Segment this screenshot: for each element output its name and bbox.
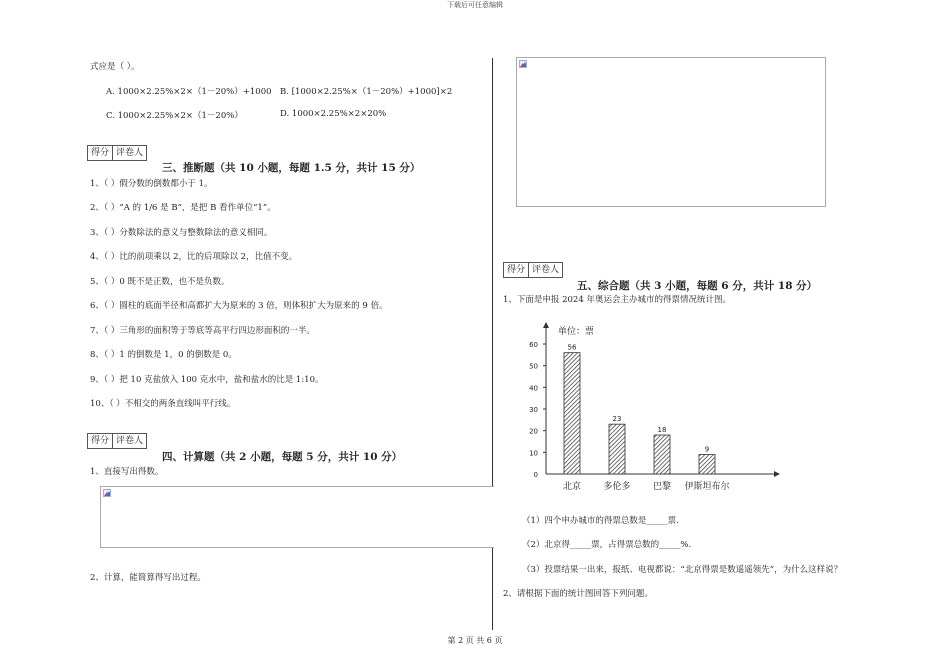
section3-title: 三、推断题（共 10 小题，每题 1.5 分，共计 15 分） (162, 162, 421, 174)
section4-title: 四、计算题（共 2 小题，每题 5 分，共计 10 分） (162, 451, 403, 463)
bar (564, 353, 580, 474)
image-placeholder (100, 486, 494, 548)
section5-q1: 1、下面是申报 2024 年奥运会主办城市的得票情况统计图。 (503, 295, 731, 305)
section5-sub3: （3）投票结果一出来，报纸、电视都说：“北京得票是数遥遥领先”，为什么这样说？ (522, 565, 843, 575)
y-tick-label: 40 (529, 384, 538, 393)
bar-value-label: 9 (704, 445, 710, 454)
bar (699, 455, 715, 475)
score-label: 得分 (91, 148, 110, 158)
option-b: B. [1000×2.25%×（1－20%）+1000]×2 (280, 87, 453, 97)
option-a: A. 1000×2.25%×2×（1－20%）+1000 (106, 87, 272, 97)
score-label: 得分 (91, 436, 110, 446)
section3-item: 2、（ ）“A 的 1/6 是 B”，是把 B 看作单位“1”。 (90, 203, 276, 213)
y-tick-label: 20 (529, 427, 538, 436)
reviewer-label: 评卷人 (112, 146, 146, 160)
chart-title: 单位：票 (558, 327, 595, 337)
y-tick-label: 0 (533, 471, 538, 479)
broken-image-icon (103, 489, 111, 497)
section3-item: 6、（ ）圆柱的底面半径和高都扩大为原来的 3 倍，则体积扩大为原来的 9 倍。 (90, 301, 388, 311)
option-c: C. 1000×2.25%×2×（1－20%） (106, 111, 243, 121)
page-footer: 第 2 页 共 6 页 (447, 636, 503, 645)
section5-sub2: （2）北京得_____票，占得票总数的_____%. (522, 540, 692, 550)
image-placeholder (516, 57, 826, 207)
question-intro: 式应是（ ）。 (90, 62, 140, 72)
score-box-section5 (503, 262, 563, 278)
section4-q1: 1、直接写出得数。 (90, 467, 164, 477)
section5-sub1: （1）四个申办城市的得票总数是_____票. (522, 516, 679, 526)
reviewer-label: 评卷人 (528, 263, 562, 277)
bar (609, 424, 625, 474)
bar-value-label: 18 (657, 426, 667, 434)
section3-item: 3、（ ）分数除法的意义与整数除法的意义相同。 (90, 228, 273, 238)
section5-title: 五、综合题（共 3 小题，每题 6 分，共计 18 分） (577, 280, 818, 292)
y-tick-label: 60 (529, 341, 538, 349)
bar-value-label: 56 (567, 343, 577, 352)
section3-item: 7、（ ）三角形的面积等于等底等高平行四边形面积的一半。 (90, 326, 315, 336)
section3-item: 8、（ ）1 的倒数是 1，0 的倒数是 0。 (90, 350, 237, 360)
page-header: 下载后可任意编辑 (447, 1, 503, 9)
y-axis-arrow (543, 322, 549, 328)
y-tick-label: 30 (529, 406, 538, 414)
score-label: 得分 (507, 265, 526, 275)
bar (654, 435, 670, 474)
x-category-label: 多伦多 (603, 482, 631, 492)
section4-q2: 2、计算，能简算得写出过程。 (90, 573, 206, 583)
x-category-label: 北京 (562, 482, 582, 492)
bar-value-label: 23 (612, 415, 622, 424)
section3-item: 1、（ ）假分数的倒数都小于 1。 (90, 179, 213, 189)
y-tick-label: 10 (529, 449, 538, 458)
vote-bar-chart (510, 318, 790, 500)
x-category-label: 伊斯坦布尔 (684, 482, 730, 492)
section3-item: 5、（ ）0 既不是正数，也不是负数。 (90, 277, 230, 287)
broken-image-icon (519, 60, 527, 68)
section3-item: 9、（ ）把 10 克盐放入 100 克水中，盐和盐水的比是 1:10。 (90, 375, 324, 385)
score-box-section3 (87, 145, 147, 161)
option-d: D. 1000×2.25%×2×20% (280, 109, 387, 119)
section3-item: 10、（ ）不相交的两条直线叫平行线。 (90, 399, 236, 409)
y-tick-label: 50 (529, 362, 538, 371)
score-box-section4 (87, 433, 147, 449)
x-axis-arrow (774, 471, 780, 477)
section5-q2: 2、请根据下面的统计图回答下列问题。 (503, 589, 653, 599)
section3-item: 4、（ ）比的前项乘以 2，比的后项除以 2，比值不变。 (90, 252, 298, 262)
x-category-label: 巴黎 (652, 482, 672, 492)
reviewer-label: 评卷人 (112, 434, 146, 448)
